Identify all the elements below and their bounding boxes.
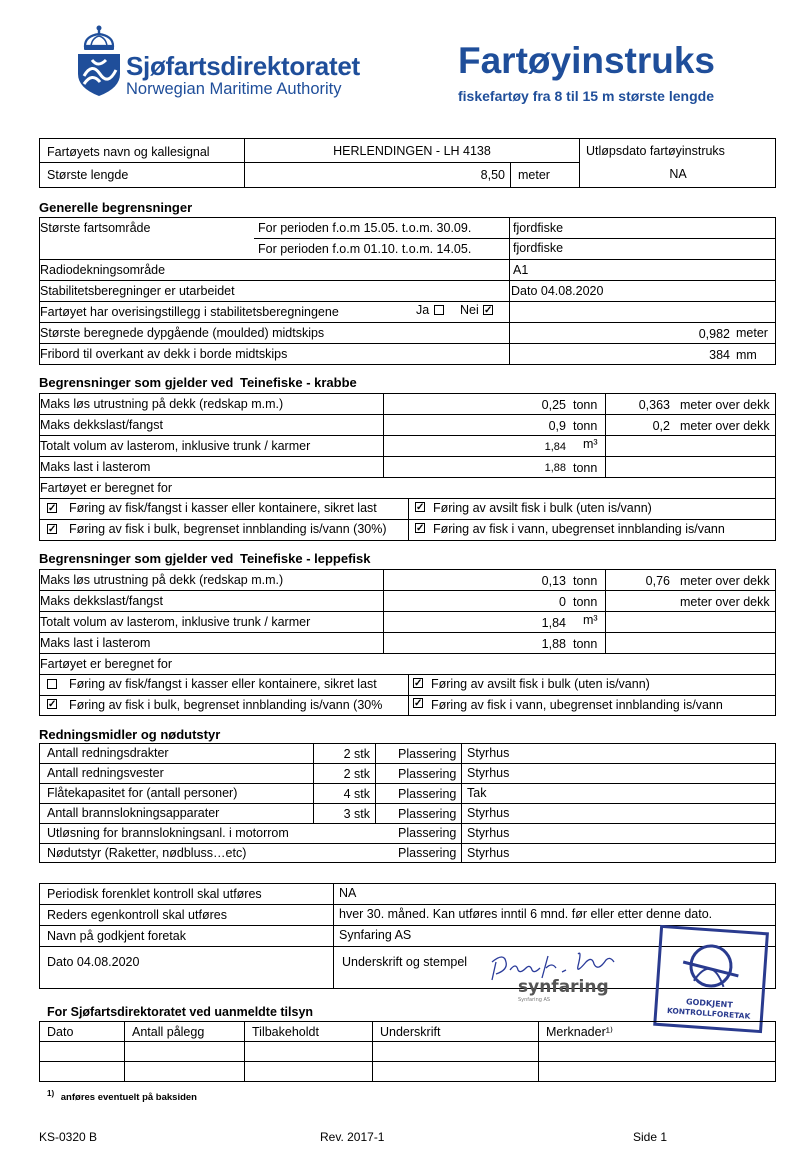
col-signature: Underskrift: [380, 1025, 441, 1039]
length-label: Største lengde: [47, 168, 129, 182]
freeboard-value: 384: [709, 348, 730, 362]
s2-opt4-checkbox[interactable]: ✓: [414, 698, 423, 709]
draught-label: Største beregnede dypgående (moulded) midtskips: [40, 326, 325, 340]
icing-label: Fartøyet har overisingstillegg i stabilitetsberegningene: [40, 305, 339, 319]
inspection-heading: For Sjøfartsdirektoratet ved uanmeldte tilsyn: [47, 1005, 314, 1019]
sign-label: Underskrift og stempel: [342, 955, 468, 969]
svg-text:Synfaring AS: Synfaring AS: [518, 997, 551, 1003]
expiry-label: Utløpsdato fartøyinstruks: [586, 144, 725, 158]
col-remarks: Merknader¹⁾: [546, 1025, 613, 1039]
safety-placement-label: Plassering: [398, 767, 457, 781]
safety-label: Nødutstyr (Raketter, nødbluss…etc): [47, 846, 247, 860]
company-value: Synfaring AS: [339, 928, 412, 942]
s1-deck-value: 0,9: [548, 419, 566, 433]
safety-place: Styrhus: [467, 746, 510, 760]
s2-opt4-label: Føring av fisk i vann, ubegrenset innblanding is/vann: [431, 698, 723, 712]
footnote: [47, 1086, 197, 1106]
s1-loose-unit: tonn: [573, 398, 598, 412]
draught-unit: meter: [736, 326, 768, 340]
safety-qty: 3 stk: [343, 807, 370, 821]
s1-volume-label: Totalt volum av lasterom, inklusive trunk / karmer: [40, 439, 311, 453]
s1-volume-value: 1,84: [544, 441, 566, 453]
synfaring-logo-text: synfaring: [518, 977, 609, 997]
s2-opt3-checkbox[interactable]: ✓: [48, 699, 57, 710]
company-label: Navn på godkjent foretak: [47, 929, 186, 943]
section1-heading-prefix: Begrensninger som gjelder ved: [39, 375, 234, 390]
icing-ja-label: Ja: [416, 303, 430, 317]
s1-calc-label: Fartøyet er beregnet for: [40, 481, 173, 495]
s1-opt2-checkbox[interactable]: ✓: [416, 502, 425, 513]
expiry-value: NA: [669, 167, 687, 181]
safety-place: Styrhus: [467, 766, 510, 780]
owner-control-label: Reders egenkontroll skal utføres: [47, 908, 227, 922]
s1-volume-unit: m³: [583, 437, 598, 451]
safety-placement-label: Plassering: [398, 787, 457, 801]
s1-deck-unit: tonn: [573, 419, 598, 433]
s1-loose-height: 0,363: [638, 398, 670, 412]
safety-placement-label: Plassering: [398, 747, 457, 761]
icing-nei-label: Nei: [460, 303, 479, 317]
safety-label: Antall redningsvester: [47, 766, 164, 780]
s1-deck-label: Maks dekkslast/fangst: [40, 418, 163, 432]
general-heading: Generelle begrensninger: [39, 200, 193, 215]
section1-heading-name: Teinefiske - krabbe: [239, 375, 357, 390]
icing-ja-checkbox[interactable]: [434, 305, 444, 315]
safety-qty: 2 stk: [343, 747, 370, 761]
section2-heading-name: Teinefiske - leppefisk: [239, 551, 371, 566]
signature-icon: [486, 948, 620, 1004]
radio-label: Radiodekningsområde: [40, 263, 166, 277]
s2-opt1-label: Føring av fisk/fangst i kasser eller kontainere, sikret last: [69, 677, 377, 691]
s2-opt3-label: Føring av fisk i bulk, begrenset innblanding is/vann (30%: [69, 698, 383, 712]
stamp-line2: KONTROLLFORETAK: [666, 1006, 751, 1021]
freeboard-unit: mm: [736, 348, 757, 362]
s2-loose-height-unit: meter over dekk: [680, 574, 770, 588]
s1-opt3-label: Føring av fisk i bulk, begrenset innblanding is/vann (30%): [69, 522, 387, 536]
safety-label: Flåtekapasitet for (antall personer): [47, 786, 238, 800]
draught-value: 0,982: [698, 327, 730, 341]
period2-value: fjordfiske: [513, 241, 564, 255]
s2-opt2-checkbox[interactable]: ✓: [414, 678, 423, 689]
org-name: Sjøfartsdirektoratet: [126, 51, 360, 81]
s2-deck-unit: tonn: [573, 595, 598, 609]
periodic-label: Periodisk forenklet kontroll skal utføres: [47, 887, 262, 901]
freeboard-label: Fribord til overkant av dekk i borde midtskips: [40, 347, 288, 361]
s2-opt2-label: Føring av avsilt fisk i bulk (uten is/vann): [431, 677, 650, 691]
s2-calc-label: Fartøyet er beregnet for: [40, 657, 173, 671]
s1-deck-height-unit: meter over dekk: [680, 419, 770, 433]
section1-heading: [39, 375, 357, 391]
safety-label: Antall brannslokningsapparater: [47, 806, 220, 820]
safety-placement-label: Plassering: [398, 846, 457, 860]
safety-qty: 2 stk: [343, 767, 370, 781]
s2-hold-value: 1,88: [541, 637, 566, 651]
col-date: Dato: [47, 1025, 74, 1039]
area-label: Største fartsområde: [40, 221, 151, 235]
s1-opt2-label: Føring av avsilt fisk i bulk (uten is/vann): [433, 501, 652, 515]
period1-label: For perioden f.o.m 15.05. t.o.m. 30.09.: [258, 221, 472, 235]
safety-heading: Redningsmidler og nødutstyr: [39, 727, 221, 742]
s2-deck-height-unit: meter over dekk: [680, 595, 770, 609]
safety-label: Utløsning for brannslokningsanl. i motorrom: [47, 826, 289, 840]
safety-place: Tak: [467, 786, 487, 800]
periodic-value: NA: [339, 886, 357, 900]
stability-value: Dato 04.08.2020: [511, 284, 604, 298]
s1-opt4-checkbox[interactable]: ✓: [416, 523, 425, 534]
period2-label: For perioden f.o.m 01.10. t.o.m. 14.05.: [258, 242, 472, 256]
section2-heading-prefix: Begrensninger som gjelder ved: [39, 551, 234, 566]
page-title: Fartøyinstruks: [458, 40, 716, 81]
s2-loose-height: 0,76: [645, 574, 670, 588]
crest-logo-icon: [76, 24, 122, 98]
control-date: Dato 04.08.2020: [47, 955, 140, 969]
col-orders: Antall pålegg: [132, 1025, 205, 1039]
s2-hold-unit: tonn: [573, 637, 598, 651]
s1-loose-value: 0,25: [541, 398, 566, 412]
org-subname: Norwegian Maritime Authority: [126, 80, 342, 98]
vessel-name-label: Fartøyets navn og kallesignal: [47, 145, 210, 159]
safety-place: Styrhus: [467, 846, 510, 860]
s2-volume-label: Totalt volum av lasterom, inklusive trunk / karmer: [40, 615, 311, 629]
footnote-mark: 1): [47, 1089, 55, 1098]
section2-heading: [39, 551, 371, 567]
s1-loose-label: Maks løs utrustning på dekk (redskap m.m.): [40, 397, 284, 411]
s1-hold-value: 1,88: [544, 462, 566, 474]
revision: Rev. 2017-1: [320, 1130, 385, 1144]
icing-nei-checkbox[interactable]: ✓: [484, 305, 493, 316]
s1-deck-height: 0,2: [652, 419, 670, 433]
owner-control-value: hver 30. måned. Kan utføres inntil 6 mnd. før eller etter denne dato.: [339, 907, 713, 921]
s1-hold-unit: tonn: [573, 461, 598, 475]
stability-label: Stabilitetsberegninger er utarbeidet: [40, 284, 235, 298]
length-unit: meter: [518, 168, 550, 182]
safety-place: Styrhus: [467, 826, 510, 840]
stamp-line1: GODKJENT: [685, 997, 734, 1010]
page-number: Side 1: [633, 1130, 668, 1144]
s2-loose-value: 0,13: [541, 574, 566, 588]
s2-volume-value: 1,84: [541, 616, 566, 630]
footnote-text: anføres eventuelt på baksiden: [60, 1092, 197, 1104]
radio-value: A1: [513, 263, 529, 277]
col-detained: Tilbakeholdt: [252, 1025, 319, 1039]
s2-volume-unit: m³: [583, 613, 598, 627]
s2-deck-label: Maks dekkslast/fangst: [40, 594, 163, 608]
approved-stamp-icon: [650, 924, 772, 1036]
s2-loose-label: Maks løs utrustning på dekk (redskap m.m.): [40, 573, 284, 587]
s2-deck-value: 0: [559, 595, 566, 609]
safety-qty: 4 stk: [343, 787, 370, 801]
s2-opt1-checkbox[interactable]: [47, 679, 57, 689]
safety-place: Styrhus: [467, 806, 510, 820]
s1-opt1-label: Føring av fisk/fangst i kasser eller kontainere, sikret last: [69, 501, 377, 515]
safety-label: Antall redningsdrakter: [47, 746, 169, 760]
s2-loose-unit: tonn: [573, 574, 598, 588]
s2-hold-label: Maks last i lasterom: [40, 636, 151, 650]
s1-loose-height-unit: meter over dekk: [680, 398, 770, 412]
form-number: KS-0320 B: [39, 1130, 98, 1144]
safety-placement-label: Plassering: [398, 807, 457, 821]
s1-opt3-checkbox[interactable]: ✓: [48, 524, 57, 535]
s1-hold-label: Maks last i lasterom: [40, 460, 151, 474]
safety-placement-label: Plassering: [398, 826, 457, 840]
page-subtitle: fiskefartøy fra 8 til 15 m største lengde: [458, 88, 714, 104]
vessel-name-value: HERLENDINGEN - LH 4138: [333, 144, 491, 158]
period1-value: fjordfiske: [513, 221, 564, 235]
s1-opt1-checkbox[interactable]: ✓: [48, 503, 57, 514]
length-value: 8,50: [480, 168, 505, 182]
s1-opt4-label: Føring av fisk i vann, ubegrenset innblanding is/vann: [433, 522, 725, 536]
